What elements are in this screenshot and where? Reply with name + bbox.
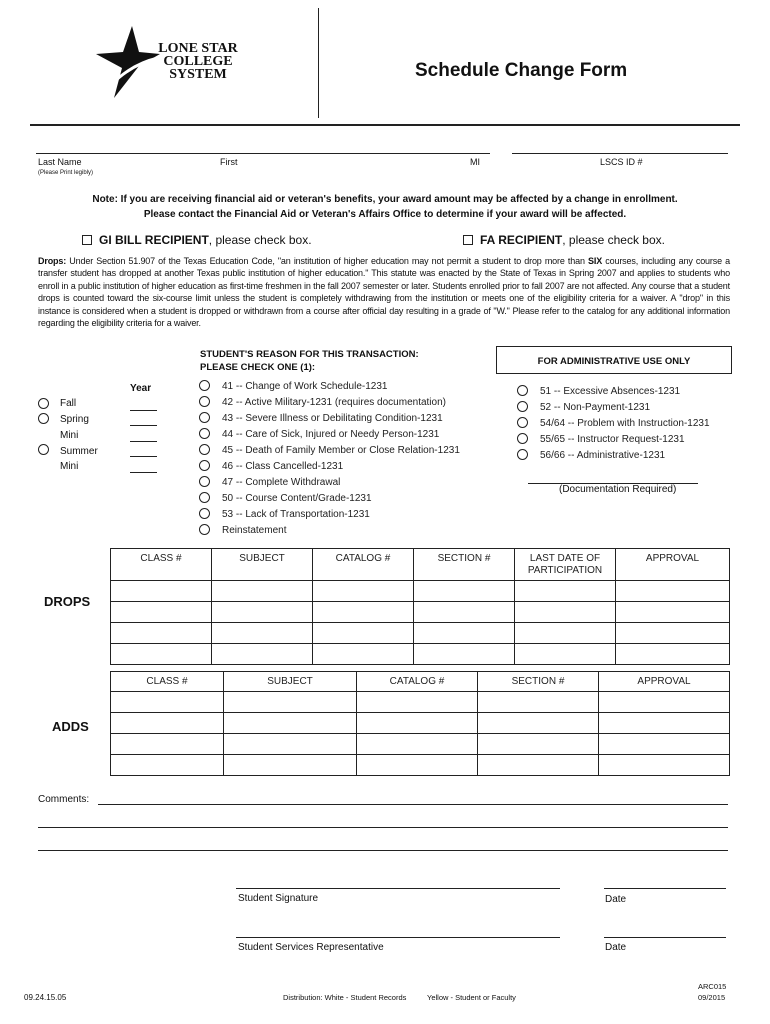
admin-radio-55-65[interactable] bbox=[517, 433, 528, 444]
date-label-1: Date bbox=[605, 894, 627, 905]
admin-item-54-64: 54/64 -- Problem with Instruction-1231 bbox=[540, 418, 710, 429]
admin-radio-51[interactable] bbox=[517, 385, 528, 396]
drops-col-subject: SUBJECT bbox=[212, 549, 313, 581]
year-line-mini-1[interactable] bbox=[130, 441, 157, 442]
drops-header-row bbox=[111, 549, 730, 581]
footer-left-code: 09.24.15.05 bbox=[24, 993, 67, 1002]
adds-col-subject: SUBJECT bbox=[224, 672, 357, 692]
admin-item-52: 52 -- Non-Payment-1231 bbox=[540, 402, 651, 413]
year-label: Year bbox=[130, 383, 152, 394]
admin-radio-56-66[interactable] bbox=[517, 449, 528, 460]
form-title: Schedule Change Form bbox=[415, 60, 628, 81]
adds-table bbox=[110, 671, 730, 776]
comments-line-2[interactable] bbox=[38, 827, 728, 828]
drops-col-last-date: LAST DATE OF PARTICIPATION bbox=[515, 549, 616, 581]
drops-col-catalog: CATALOG # bbox=[313, 549, 414, 581]
reason-radio-42[interactable] bbox=[199, 396, 210, 407]
drops-label: DROPS bbox=[44, 594, 91, 609]
drops-row-1[interactable] bbox=[111, 581, 730, 602]
logo-line-3: SYSTEM bbox=[169, 67, 227, 82]
reason-heading bbox=[200, 348, 419, 374]
drops-policy-text-1: Under Section 51.907 of the Texas Education Code, "an institution of higher education may not permit a student to drop more than bbox=[66, 256, 589, 266]
logo-line-1: LONE STAR bbox=[158, 41, 238, 56]
adds-row-3[interactable] bbox=[111, 734, 730, 755]
adds-row-4[interactable] bbox=[111, 755, 730, 776]
reason-item-53: 53 -- Lack of Transportation-1231 bbox=[222, 509, 370, 520]
reason-radio-50[interactable] bbox=[199, 492, 210, 503]
adds-header-row bbox=[111, 672, 730, 692]
reason-radio-46[interactable] bbox=[199, 460, 210, 471]
adds-label: ADDS bbox=[52, 719, 89, 734]
drops-policy-text-2: courses, including any course a transfer student has dropped at another Texas public institution of higher education." This statute was enacted by the State of Texas in Spring 2007 and applies to students who enroll in a public institution of higher education as first-time freshmen in the fall 2007 semester or later. Students enrolled prior to fall 2007 are not affected. Any course that a student drops is counted toward the six-course limit unless the student is completely withdrawing from the institution or meets one of the eligibility criteria for a waiver. A "drop" in this instance is considered when a student is dropped or withdrawn from a course after official day resulting in a grade of "W." Please refer to the catalog for any additional information regarding the eligibility criteria for a waiver. bbox=[38, 256, 730, 329]
comments-line-3[interactable] bbox=[38, 850, 728, 851]
doc-required-label: (Documentation Required) bbox=[559, 484, 677, 495]
logo-line-2: COLLEGE bbox=[163, 54, 233, 69]
student-signature-line[interactable] bbox=[236, 888, 560, 889]
note-line-2: Please contact the Financial Aid or Veteran's Affairs Office to determine if your award will be affected. bbox=[143, 209, 627, 220]
fall-radio[interactable] bbox=[38, 398, 49, 409]
id-line bbox=[512, 153, 728, 154]
adds-col-approval: APPROVAL bbox=[599, 672, 730, 692]
fa-checkbox[interactable] bbox=[463, 235, 473, 245]
reason-radio-44[interactable] bbox=[199, 428, 210, 439]
reason-radio-47[interactable] bbox=[199, 476, 210, 487]
admin-item-51: 51 -- Excessive Absences-1231 bbox=[540, 386, 681, 397]
reason-radio-53[interactable] bbox=[199, 508, 210, 519]
note-line-1: Note: If you are receiving financial aid or veteran's benefits, your award amount may be affected by a change in enrollment. bbox=[92, 194, 678, 205]
form-date: 09/2015 bbox=[698, 993, 726, 1002]
reason-item-47: 47 -- Complete Withdrawal bbox=[222, 477, 341, 488]
logo-wordmark bbox=[150, 42, 246, 81]
year-line-fall[interactable] bbox=[130, 410, 157, 411]
reason-radio-41[interactable] bbox=[199, 380, 210, 391]
financial-aid-note bbox=[30, 192, 740, 222]
reason-item-46: 46 -- Class Cancelled-1231 bbox=[222, 461, 344, 472]
adds-col-section: SECTION # bbox=[478, 672, 599, 692]
reason-item-reinstatement: Reinstatement bbox=[222, 525, 287, 536]
header-rule bbox=[30, 124, 740, 126]
distribution-white: Distribution: White - Student Records bbox=[283, 993, 407, 1002]
spring-radio[interactable] bbox=[38, 413, 49, 424]
fa-label: FA RECIPIENT bbox=[480, 233, 563, 247]
drops-col-approval: APPROVAL bbox=[616, 549, 730, 581]
term-summer: Summer bbox=[60, 446, 98, 457]
drops-table bbox=[110, 548, 730, 665]
reason-item-44: 44 -- Care of Sick, Injured or Needy Person-1231 bbox=[222, 429, 440, 440]
reason-radio-reinstatement[interactable] bbox=[199, 524, 210, 535]
admin-radio-52[interactable] bbox=[517, 401, 528, 412]
comments-line-1[interactable] bbox=[98, 804, 728, 805]
summer-radio[interactable] bbox=[38, 444, 49, 455]
drops-row-2[interactable] bbox=[111, 602, 730, 623]
gi-bill-checkbox[interactable] bbox=[82, 235, 92, 245]
gi-bill-checkbox-row[interactable] bbox=[82, 233, 312, 247]
year-line-summer[interactable] bbox=[130, 456, 157, 457]
reason-item-42: 42 -- Active Military-1231 (requires documentation) bbox=[222, 397, 446, 408]
term-mini-2: Mini bbox=[60, 461, 79, 472]
rep-signature-label: Student Services Representative bbox=[238, 942, 384, 953]
admin-radio-54-64[interactable] bbox=[517, 417, 528, 428]
header-divider bbox=[318, 8, 319, 118]
print-hint: (Please Print legibly) bbox=[38, 170, 94, 176]
distribution-yellow: Yellow - Student or Faculty bbox=[427, 993, 516, 1002]
rep-signature-line[interactable] bbox=[236, 937, 560, 938]
date-line-2[interactable] bbox=[604, 937, 726, 938]
drops-policy-six: SIX bbox=[588, 256, 603, 266]
drops-row-3[interactable] bbox=[111, 623, 730, 644]
drops-row-4[interactable] bbox=[111, 644, 730, 665]
drops-col-class: CLASS # bbox=[111, 549, 212, 581]
form-code: ARC015 bbox=[698, 982, 727, 991]
mi-label: MI bbox=[470, 157, 480, 167]
adds-col-class: CLASS # bbox=[111, 672, 224, 692]
fa-instruction: , please check box. bbox=[562, 233, 665, 247]
drops-policy-paragraph bbox=[38, 255, 730, 329]
reason-item-43: 43 -- Severe Illness or Debilitating Condition-1231 bbox=[222, 413, 443, 424]
reason-item-41: 41 -- Change of Work Schedule-1231 bbox=[222, 381, 388, 392]
last-name-label: Last Name bbox=[38, 157, 82, 167]
reason-radio-43[interactable] bbox=[199, 412, 210, 423]
gi-bill-instruction: , please check box. bbox=[208, 233, 312, 247]
admin-heading: FOR ADMINISTRATIVE USE ONLY bbox=[537, 356, 691, 367]
date-label-2: Date bbox=[605, 942, 627, 953]
term-spring: Spring bbox=[60, 414, 89, 425]
drops-policy-label: Drops: bbox=[38, 256, 67, 266]
term-mini-1: Mini bbox=[60, 430, 79, 441]
student-signature-label: Student Signature bbox=[238, 893, 319, 904]
first-name-label: First bbox=[220, 157, 238, 167]
reason-radio-45[interactable] bbox=[199, 444, 210, 455]
reason-item-50: 50 -- Course Content/Grade-1231 bbox=[222, 493, 372, 504]
adds-col-catalog: CATALOG # bbox=[357, 672, 478, 692]
fa-checkbox-row[interactable] bbox=[463, 233, 665, 247]
drops-col-section: SECTION # bbox=[414, 549, 515, 581]
admin-item-56-66: 56/66 -- Administrative-1231 bbox=[540, 450, 666, 461]
admin-item-55-65: 55/65 -- Instructor Request-1231 bbox=[540, 434, 685, 445]
reason-heading-2: PLEASE CHECK ONE (1): bbox=[200, 362, 316, 373]
term-fall: Fall bbox=[60, 398, 77, 409]
adds-row-1[interactable] bbox=[111, 692, 730, 713]
year-line-spring[interactable] bbox=[130, 425, 157, 426]
reason-heading-1: STUDENT'S REASON FOR THIS TRANSACTION: bbox=[200, 349, 419, 360]
gi-bill-label: GI BILL RECIPIENT bbox=[99, 233, 209, 247]
year-line-mini-2[interactable] bbox=[130, 472, 157, 473]
reason-item-45: 45 -- Death of Family Member or Close Relation-1231 bbox=[222, 445, 460, 456]
comments-label: Comments: bbox=[38, 794, 90, 805]
date-line-1[interactable] bbox=[604, 888, 726, 889]
name-line bbox=[36, 153, 490, 154]
lscs-id-label: LSCS ID # bbox=[600, 157, 643, 167]
adds-row-2[interactable] bbox=[111, 713, 730, 734]
